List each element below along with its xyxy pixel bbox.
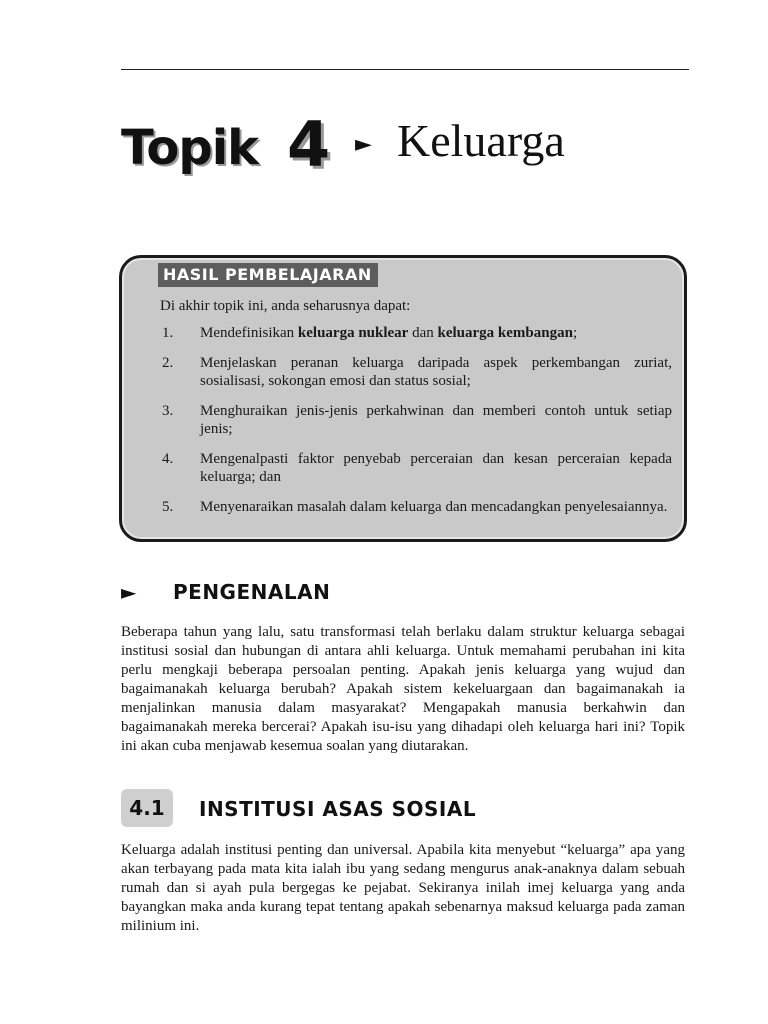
topik-label: Topik [121, 120, 259, 176]
outcome-item [160, 402, 672, 438]
topic-heading [121, 108, 701, 188]
outcome-item [160, 498, 672, 516]
outcome-term: keluarga kembangan [437, 325, 573, 341]
outcome-number: 3. [162, 403, 174, 419]
intro-paragraph: Beberapa tahun yang lalu, satu transformasi telah berlaku dalam struktur keluarga sebagai institusi sosial dan hubungan di antara ahli keluarga. Untuk memahami perubahan ini kita perlu mengkaji beberapa persoalan penting. Apakah jenis keluarga yang wujud dan bagaimanakah keluarga berubah? Apakah sistem kekeluargaan dan bagaimanakah ia menjalinkan manusia dalam masyarakat? Mengapakah manusia berkahwin dan bagaimanakah mereka bercerai? Apakah isu-isu yang dihadapi oleh keluarga hari ini? Topik ini akan cuba menjawab kesemua soalan yang diutarakan. [121, 624, 685, 754]
learning-outcomes-box [119, 255, 687, 542]
topic-name: Keluarga [397, 115, 565, 166]
outcome-text: ; [572, 325, 578, 341]
outcome-number: 2. [162, 355, 174, 371]
outcome-text: Menjelaskan peranan keluarga daripada aspek perkembangan zuriat, sosialisasi, sokongan emosi dan status sosial; [200, 355, 672, 389]
section-4-1-paragraph: Keluarga adalah institusi penting dan universal. Apabila kita menyebut “keluarga” apa yang akan terbayang pada mata kita ialah ibu yang sedang mengurus anak-anaknya dalam sebuah rumah dan si ayah pula bergegas ke pejabat. Sekiranya inilah imej keluarga yang anda bayangkan maka anda kurang tepat tentang apakah sebenarnya maksud keluarga pada zaman milinium ini. [121, 842, 685, 934]
topik-number: 4 [287, 108, 331, 181]
outcome-text: dan [408, 325, 438, 341]
learning-outcomes-intro: Di akhir topik ini, anda seharusnya dapat: [160, 298, 411, 314]
top-rule [121, 69, 689, 70]
outcome-number: 1. [162, 325, 174, 341]
outcome-text: Menghuraikan jenis-jenis perkahwinan dan memberi contoh untuk setiap jenis; [200, 403, 672, 437]
outcome-item [160, 450, 672, 486]
intro-section-heading [121, 578, 689, 608]
outcome-text: Mendefinisikan [200, 325, 298, 341]
section-number-badge: 4.1 [121, 789, 173, 827]
outcome-text: Mengenalpasti faktor penyebab perceraian dan kesan perceraian kepada keluarga; dan [200, 451, 672, 485]
section-4-1-heading [121, 789, 689, 829]
outcome-term: keluarga nuklear [297, 325, 409, 341]
learning-outcomes-list [160, 324, 672, 528]
outcome-item [160, 354, 672, 390]
outcome-number: 5. [162, 499, 174, 515]
title-arrow-icon: ► [355, 132, 372, 157]
section-arrow-icon: ► [121, 580, 137, 604]
intro-section-title: PENGENALAN [173, 580, 331, 604]
outcome-item [160, 324, 672, 342]
outcome-number: 4. [162, 451, 174, 467]
learning-outcomes-title: HASIL PEMBELAJARAN [158, 263, 378, 287]
outcome-text: Menyenaraikan masalah dalam keluarga dan mencadangkan penyelesaiannya. [200, 499, 668, 515]
section-4-1-title: INSTITUSI ASAS SOSIAL [199, 797, 477, 821]
